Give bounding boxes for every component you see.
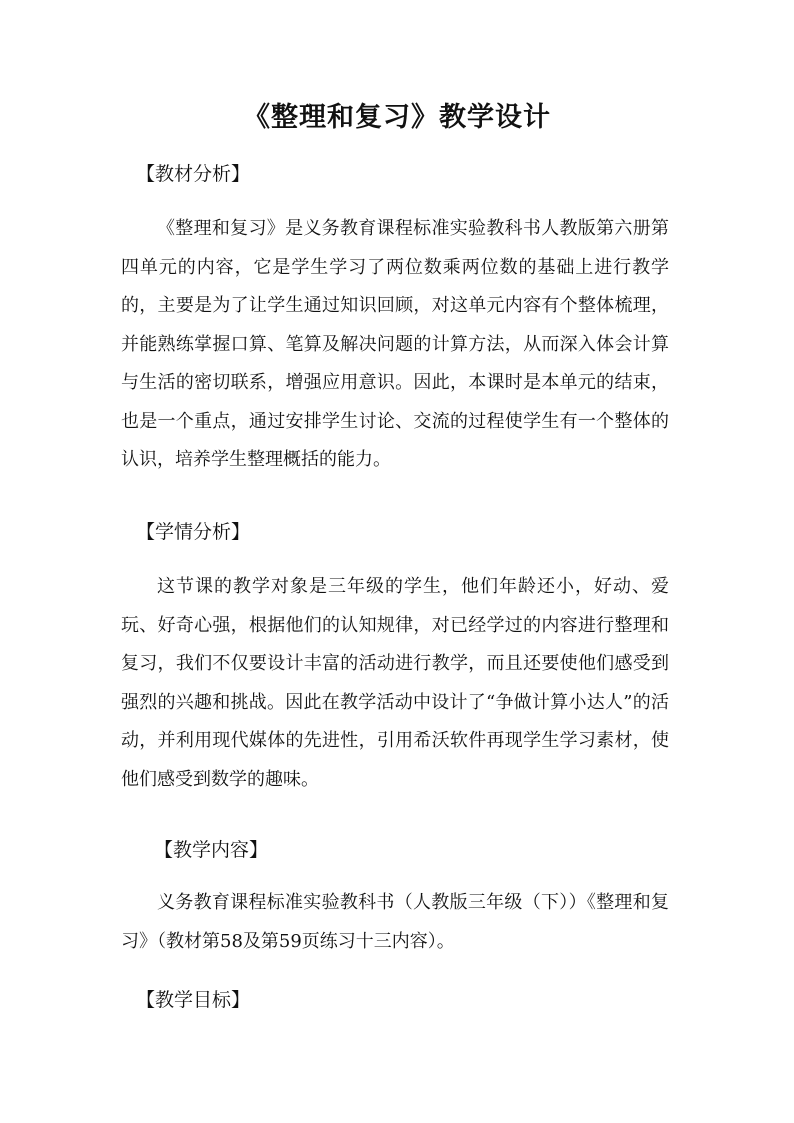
document-title: 《整理和复习》教学设计 [243, 102, 551, 133]
section-body-student-analysis: 这节课的教学对象是三年级的学生，他们年龄还小，好动、爱玩、好奇心强，根据他们的认知规律，对已经学过的内容进行整理和复习，我们不仅要设计丰富的活动进行教学，而且还要使他们感受到强烈的兴趣和挑战。因此在教学活动中设计了“争做计算小达人”的活动，并利用现代媒体的先进性，引用希沃软件再现学生学习素材，使他们感受到数学的趣味。 [121, 576, 669, 790]
section-body-textbook-analysis: 《整理和复习》是义务教育课程标准实验教科书人教版第六册第四单元的内容，它是学生学习了两位数乘两位数的基础上进行教学的，主要是为了让学生通过知识回顾，对这单元内容有个整体梳理，并能熟练掌握口算、笔算及解决问题的计算方法，从而深入体会计算与生活的密切联系，增强应用意识。因此，本课时是本单元的结束，也是一个重点，通过安排学生讨论、交流的过程使学生有一个整体的认识，培养学生整理概括的能力。 [121, 218, 669, 470]
section-body-teaching-content: 义务教育课程标准实验教科书（人教版三年级（下））《整理和复习》（教材第58及第59页练习十三内容）。 [121, 892, 669, 952]
section-heading-student-analysis: 【学情分析】 [136, 521, 251, 543]
section-heading-teaching-content: 【教学内容】 [154, 839, 269, 861]
section-heading-textbook-analysis: 【教材分析】 [136, 163, 251, 185]
section-heading-teaching-goals: 【教学目标】 [136, 989, 251, 1011]
